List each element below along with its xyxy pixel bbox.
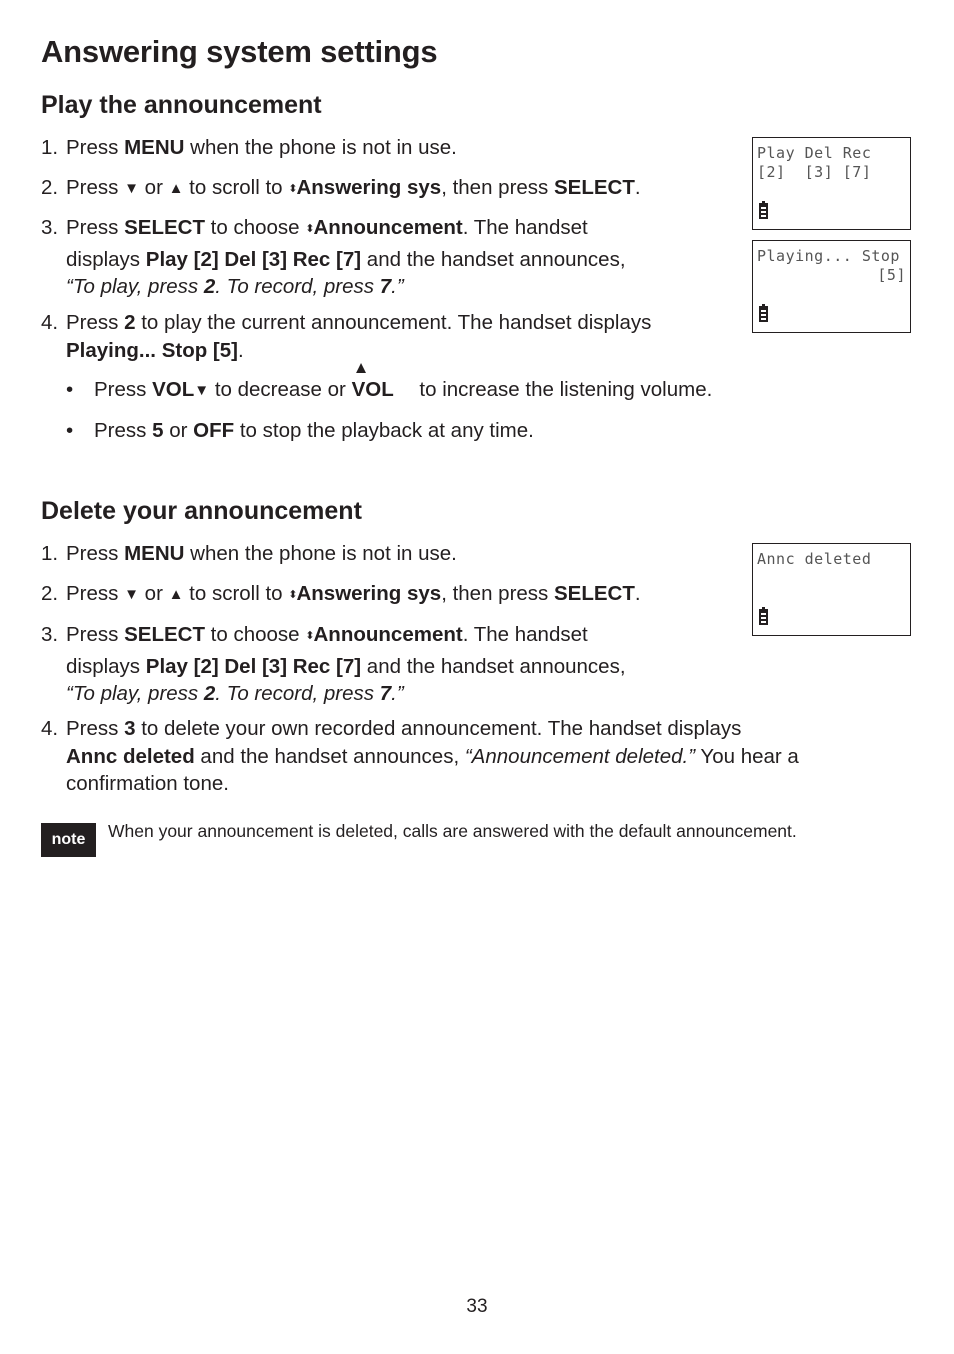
down-arrow-icon: ▼ bbox=[124, 586, 139, 603]
up-arrow-icon: ▲ bbox=[168, 180, 184, 197]
section-title-delete: Delete your announcement bbox=[41, 497, 362, 525]
down-arrow-icon: ▼ bbox=[124, 180, 139, 197]
play-bullet-stop: • Press 5 or OFF to stop the playback at any time. bbox=[66, 419, 534, 442]
delete-step-4: 4. Press 3 to delete your own recorded announcement. The handset displays Annc deleted and the handset announces, “Announcement deleted.” You hear a confirmation tone. bbox=[41, 717, 799, 795]
up-arrow-icon: ▲ bbox=[352, 358, 370, 377]
updown-arrow-icon: ⬍ bbox=[288, 589, 297, 601]
note-badge: note bbox=[41, 823, 96, 857]
note-text: When your announcement is deleted, calls are answered with the default announcement. bbox=[108, 821, 797, 841]
page-number: 33 bbox=[466, 1296, 488, 1317]
section-title-play: Play the announcement bbox=[41, 91, 322, 119]
updown-arrow-icon: ⬍ bbox=[305, 630, 314, 642]
updown-arrow-icon: ⬍ bbox=[305, 223, 314, 235]
play-bullet-volume: • Press VOL▼ to decrease or VOL ▲ to increase the listening volume. bbox=[66, 376, 712, 406]
handset-screen-playing: Playing... Stop [5] bbox=[752, 240, 911, 333]
battery-icon bbox=[759, 306, 768, 322]
delete-step-1: 1. Press MENU when the phone is not in use. bbox=[41, 542, 457, 565]
down-arrow-icon: ▼ bbox=[194, 382, 210, 399]
delete-step-3: 3. Press SELECT to choose ⬍Announcement. The handset displays Play [2] Del [3] Rec [7] and the handset announces, “To play, press 2. To record, press 7.” bbox=[41, 623, 626, 705]
handset-screen-annc-deleted: Annc deleted bbox=[752, 543, 911, 636]
handset-screen-play-menu: Play Del Rec [2] [3] [7] bbox=[752, 137, 911, 230]
updown-arrow-icon: ⬍ bbox=[288, 183, 297, 195]
play-step-3: 3. Press SELECT to choose ⬍Announcement. The handset displays Play [2] Del [3] Rec [7] and the handset announces, “To play, press 2. To record, press 7.” bbox=[41, 216, 626, 298]
play-step-1: 1. Press MENU when the phone is not in use. bbox=[41, 136, 457, 159]
battery-icon bbox=[759, 609, 768, 625]
play-step-4: 4. Press 2 to play the current announcement. The handset displays Playing... Stop [5]. bbox=[41, 311, 652, 362]
page-title: Answering system settings bbox=[41, 34, 438, 69]
delete-step-2: 2. Press ▼ or ▲ to scroll to ⬍Answering sys, then press SELECT. bbox=[41, 582, 641, 605]
battery-icon bbox=[759, 203, 768, 219]
play-step-2: 2. Press ▼ or ▲ to scroll to ⬍Answering sys, then press SELECT. bbox=[41, 176, 641, 199]
up-arrow-icon: ▲ bbox=[168, 586, 184, 603]
